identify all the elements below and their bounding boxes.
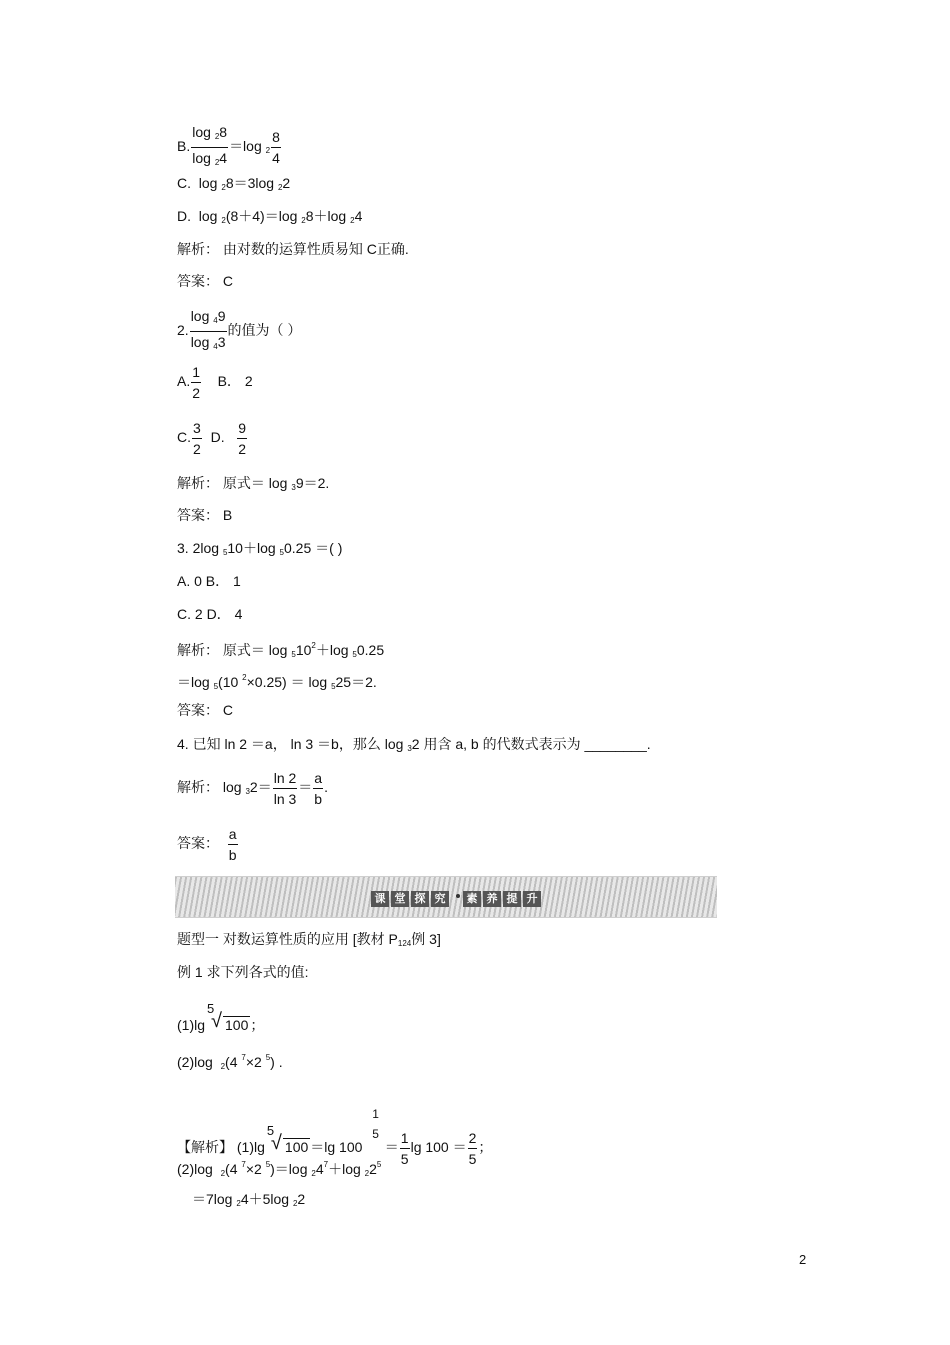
fraction: $\frac{\ln 2}{\ln 3}$ [273,770,297,807]
fraction: $\frac{8}{4}$ [272,129,280,166]
fraction: $\frac{9}{2}$ [238,420,247,457]
banner-char: 提 [503,891,521,907]
banner-char: 课 [371,891,389,907]
q3-options-cd: C. 2 D． 4 [177,606,243,622]
solution-line-2: (2)log $_2$(4 $^7$×2 $^5$)＝log $_24^7+\log$ $_22^5$ [177,1160,382,1178]
q1-option-c: C. log $_2$8＝3log $_2$2 [177,175,291,192]
q1-analysis: 解析： 由对数的运算性质易知 C正确. [177,241,409,257]
q2-analysis: 解析： 原式＝ log $_3$9＝2. [177,475,330,492]
fraction: $\frac{3}{2}$ [193,420,201,457]
radical: 5 √ 100 [266,1123,309,1155]
banner-char: 素 [463,891,481,907]
q1-answer: 答案： C [177,273,233,289]
banner-dot [456,894,460,898]
exponent-fraction: 1 5 [372,1107,379,1141]
solution-line-1: 【解析】 (1)lg 5 √ 100 ＝lg 100 1 5 ＝ $\frac{1}{5}$ lg 100 ＝ $\frac{2}{5}$ ； [177,1104,492,1169]
fraction: $\frac{a}{b}$ [314,770,323,807]
q4-answer: 答案： $\frac{a}{b}$ [177,826,237,863]
radical: 5 √ 100 [207,1001,249,1033]
example-part-2: (2)log $_2$(4 $^7$×2 $^5$) . [177,1053,283,1071]
q2-options-cd: C. $\frac{3}{2}$ D. $\frac{9}{2}$ [177,420,247,457]
fraction: $\frac{a}{b}$ [228,826,237,863]
q3-answer: 答案： C [177,702,233,718]
example-part-1: (1)lg 5 √ 100 ； [177,1001,265,1033]
q3-analysis-line2: ＝log $_5$(10 $^2$×0.25) ＝ log $_5$25＝2. [177,673,377,691]
type1-title: 题型一 对数运算性质的应用 [教材 $P_{124}$例 3] [177,931,441,948]
q4-analysis: 解析： log $_3$2＝ $\frac{\ln 2}{\ln 3}$ ＝ $\frac{a}{b}$ . [177,770,328,807]
q4-stem: 4. 已知 ln 2 ＝a， ln 3 ＝b，那么 log $_3$2 用含 a, b 的代数式表示为 ________. [177,736,651,753]
banner-char: 养 [483,891,501,907]
fraction: $\frac{1}{5}$ [400,1129,409,1167]
banner-char: 探 [411,891,429,907]
fraction: $\frac{1}{2}$ [192,364,201,401]
q3-stem: 3. 2log $_5$10＋log $_5$0.25 ＝( ) [177,540,343,557]
banner-char: 升 [523,891,541,907]
q3-analysis-line1: 解析： 原式＝ $\log _510^2+\log$ $_5$0.25 [177,641,385,659]
example-1: 例 1 求下列各式的值: [177,964,309,980]
page-number: 2 [799,1252,807,1267]
q2-options-ab: A. $\frac{1}{2}$ B． 2 [177,364,253,401]
q1-option-b: B. $\frac{\log _28}{\log _24}$ ＝log $_2$ $\frac{8}{4}$ [177,122,282,173]
fraction: $\frac{\log _28}{\log _24}$ [192,124,228,167]
q1-option-d: D. log $_2$(8＋4)＝log $_2$8＋log $_2$4 [177,208,363,225]
banner-char: 究 [431,891,449,907]
fraction: $\frac{\log _49}{\log _43}$ [190,308,226,351]
fraction: $\frac{2}{5}$ [468,1129,477,1167]
section-banner [175,876,717,918]
q2-stem: 2. $\frac{\log _49}{\log _43}$ 的值为（ ） [177,306,301,357]
q3-options-ab: A. 0 B． 1 [177,573,241,589]
solution-line-3: ＝7log $_2$4＋5log $_2$2 [192,1191,306,1208]
q2-answer: 答案： B [177,507,233,523]
banner-char: 堂 [391,891,409,907]
